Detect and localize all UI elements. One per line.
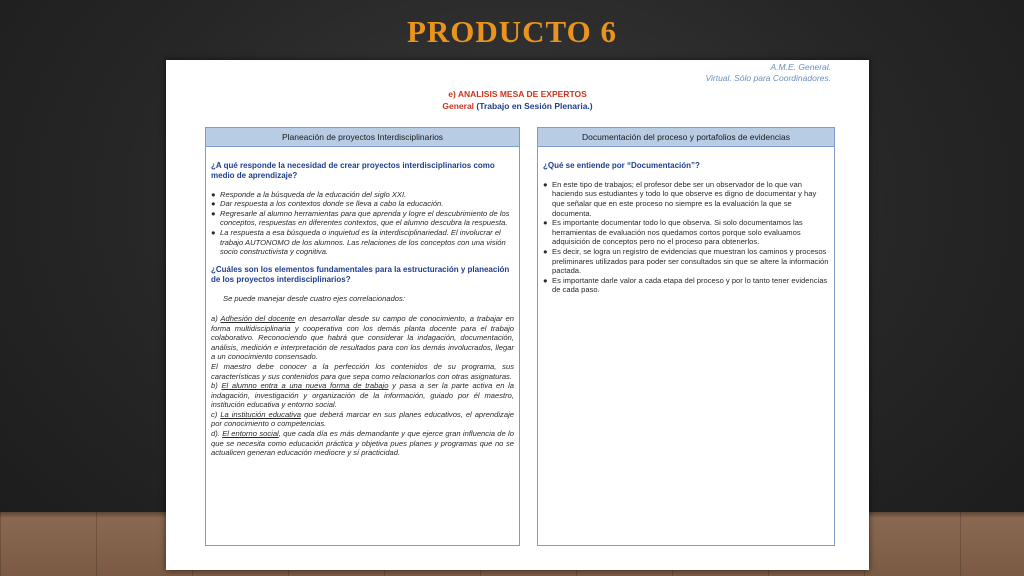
axis-d-prefix: d). [211,429,220,439]
bullet-icon: ● [543,218,548,228]
subheading-general: General [442,101,475,111]
right-column [537,127,835,546]
list-item [543,180,829,218]
axis-a-text: en desarrollar desde su campo de conocimiento, a trabajar en forma multidisciplinaria y cooperativa con los demás planta docente para el trabajo colaborativo. Reconociendo que habrá que considerar la indagación, documentación, análisis, medición e interpretación de resultados para con los demás involucrados, llegar a un conocimiento consensado. [211,313,515,362]
slide-title: PRODUCTO 6 [406,14,618,49]
bullet-icon: ● [543,179,548,189]
list-item [211,228,514,257]
axis-a-title: Adhesión del docente [220,313,296,323]
document-image [166,60,869,570]
bullet-icon: ● [543,246,548,256]
left-column-header: Planeación de proyectos Interdisciplinarios [206,128,519,147]
left-question-1: ¿A qué responde la necesidad de crear proyectos interdisciplinarios como medio de aprendizaje? [211,161,495,180]
left-column-body [206,147,519,458]
left-intro: Se puede manejar desde cuatro ejes correlacionados: [223,294,405,304]
bullet-icon: ● [211,199,216,209]
subheading-note: (Trabajo en Sesión Plenaria.) [476,101,593,111]
left-question-2: ¿Cuáles son los elementos fundamentales para la estructuración y planeación de los proyectos interdisciplinarios? [211,264,510,284]
corner-line-2: Virtual. Sólo para Coordinadores. [705,73,831,83]
document-subheading [166,101,869,112]
list-item-text: Dar respuesta a los contextos donde se lleva a cabo la educación. [220,199,444,209]
right-column-header: Documentación del proceso y portafolios de evidencias [538,128,834,147]
maestro-paragraph: El maestro debe conocer a la perfección los contenidos de su programa, sus características y sus contenidos para que sepa como relacionarlos con otras asignaturas. [211,361,514,381]
list-item-text: Responde a la búsqueda de la educación del siglo XXI. [220,189,407,199]
bullet-icon: ● [211,189,216,199]
list-item [211,190,514,200]
list-item-text: Es importante documentar todo lo que observa. Si solo documentamos las herramientas de evaluación nos quedamos cortos porque solo evaluamos adquisición de conceptos pero no el proceso para obtenerlos. [552,218,803,247]
list-item [543,247,829,276]
list-item [543,218,829,247]
axis-a [211,314,514,362]
list-item-text: Es decir, se logra un registro de evidencias que muestran los caminos y procesos preliminares utilizados para poder ser consultados sin que se altere la información pactada. [552,246,829,276]
axis-b-prefix: b) [211,381,218,391]
axis-c [211,410,514,429]
axis-b-title: El alumno entra a una nueva forma de trabajo [221,381,389,391]
right-question-1: ¿Qué se entiende por “Documentación”? [543,161,700,170]
bullet-icon: ● [211,227,216,237]
axis-c-prefix: c) [211,409,218,419]
list-item [543,276,829,295]
axis-d-title: El entorno social [222,429,279,439]
bullet-icon: ● [211,208,216,218]
list-item-text: La respuesta a esa búsqueda o inquietud es la interdisciplinariedad. El involucrar el trabajo AUTONOMO de los alumnos. Las relaciones de los conceptos con una visión socio constructivista y cognitiva. [220,227,506,257]
axis-a-prefix: a) [211,313,218,323]
bullet-icon: ● [543,275,548,285]
document-corner-note [705,62,831,84]
axis-c-text: que deberá marcar en sus planes educativos, el aprendizaje por conocimiento o competencias. [211,409,514,429]
axis-b-text: y pasa a ser la parte activa en la indagación, investigación y organización de la información, guiado por él maestro, institución educativa y entorno social. [211,381,514,410]
list-item-text: Es importante darle valor a cada etapa del proceso y por lo tanto tener evidencias de cada paso. [552,275,828,295]
list-item-text: Regresarle al alumno herramientas para que aprenda y logre el descubrimiento de los conceptos, respuestas en diferentes contextos, que el alumno descubra la respuesta. [220,208,510,228]
axis-d [211,429,514,458]
axis-b [211,381,514,410]
list-item-text: En este tipo de trabajos; el profesor debe ser un observador de lo que van haciendo sus estudiantes y todo lo que observe es digno de documentar y hay que señalar que en este proceso no siempre es la evaluación la que se documenta. [552,179,817,218]
document-heading: e) ANALISIS MESA DE EXPERTOS [448,89,587,99]
right-column-body [538,147,834,295]
list-item [211,209,514,228]
list-item [211,199,514,209]
axis-c-title: La institución educativa [220,409,301,419]
axis-d-text: , que cada día es más demandante y que ejerce gran influencia de lo que se necesita como educación práctica y objetiva pues planes y programas que no se actualicen generan educación mediocre y sí practicidad. [211,429,514,458]
corner-line-1: A.M.E. General. [770,62,831,72]
left-column [205,127,520,546]
